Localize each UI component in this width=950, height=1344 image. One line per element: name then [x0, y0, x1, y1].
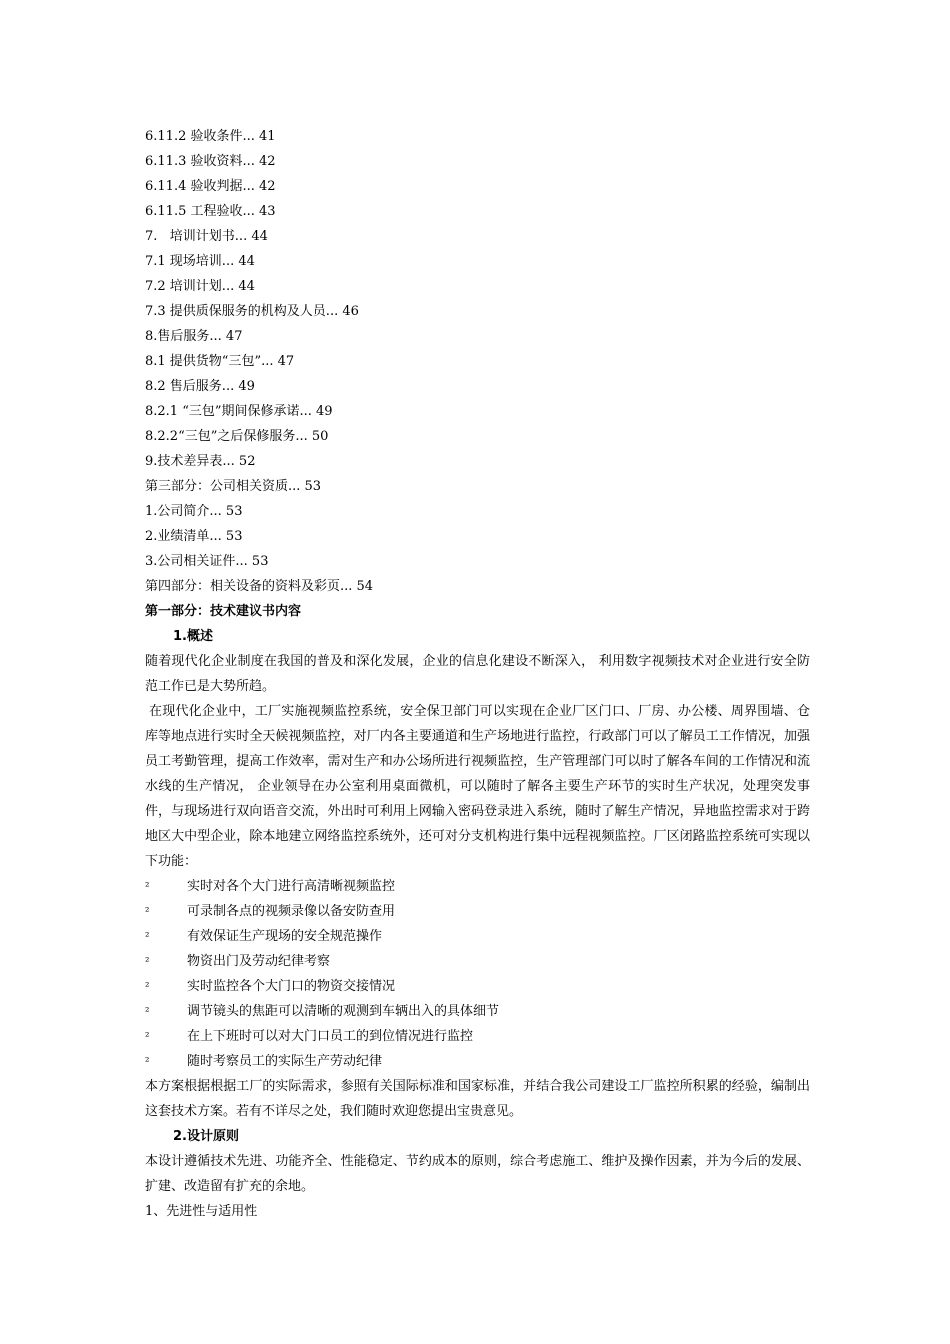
bullet-mark: ² [145, 980, 150, 993]
bullet-mark: ² [145, 880, 150, 893]
toc-entry: 6.11.3 验收资料... 42 [145, 154, 276, 169]
part-title: 第一部分：技术建议书内容 [145, 604, 302, 619]
list-item [145, 1049, 810, 1074]
toc-entry: 9.技术差异表... 52 [145, 454, 256, 469]
toc-entry: 7.2 培训计划... 44 [145, 279, 255, 294]
toc-entry: 第四部分：相关设备的资料及彩页... 54 [145, 579, 374, 594]
list-item [145, 1024, 810, 1049]
bullet-mark: ² [145, 955, 150, 968]
table-of-contents [145, 124, 810, 599]
toc-entry: 8.售后服务... 47 [145, 329, 243, 344]
bullet-mark: ² [145, 930, 150, 943]
bullet-mark: ² [145, 1005, 150, 1018]
list-item-text: 实时对各个大门进行高清晰视频监控 [187, 879, 396, 894]
list-item [145, 899, 810, 924]
list-item [145, 874, 810, 899]
list-item [145, 949, 810, 974]
bullet-mark: ² [145, 1055, 150, 1068]
subsection-heading: 1、先进性与适用性 [145, 1204, 258, 1219]
toc-entry: 7.3 提供质保服务的机构及人员... 46 [145, 304, 359, 319]
toc-entry: 3.公司相关证件... 53 [145, 554, 269, 569]
section-heading: 1.概述 [173, 629, 213, 644]
list-item [145, 999, 810, 1024]
list-item-text: 随时考察员工的实际生产劳动纪律 [187, 1054, 383, 1069]
paragraph: 在现代化企业中，工厂实施视频监控系统，安全保卫部门可以实现在企业厂区门口、厂房、办公楼、周界围墙、仓库等地点进行实时全天候视频监控，对厂内各主要通道和生产场地进行监控，行政部门可以了解员工工作情况，加强员工考勤管理，提高工作效率，需对生产和办公场所进行视频监控，生产管理部门可以时了解各车间的工作情况和流水线的生产情况， 企业领导在办公室利用桌面微机，可以随时了解各主要生产环节的实时生产状况，处理突发事件，与现场进行双向语音交流，外出时可利用上网输入密码登录进入系统，随时了解生产情况，异地监控需求对于跨地区大中型企业，除本地建立网络监控系统外，还可对分支机构进行集中远程视频监控。厂区闭路监控系统可实现以下功能： [145, 704, 810, 869]
toc-entry: 6.11.2 验收条件... 41 [145, 129, 276, 144]
list-item-text: 实时监控各个大门口的物资交接情况 [187, 979, 396, 994]
toc-entry: 6.11.5 工程验收... 43 [145, 204, 276, 219]
toc-entry: 8.2.2“三包”之后保修服务... 50 [145, 429, 329, 444]
toc-entry: 8.2.1 “三包”期间保修承诺... 49 [145, 404, 333, 419]
toc-entry: 7.1 现场培训... 44 [145, 254, 255, 269]
list-item [145, 924, 810, 949]
toc-entry: 8.2 售后服务... 49 [145, 379, 255, 394]
toc-entry: 7. 培训计划书... 44 [145, 229, 268, 244]
toc-entry: 8.1 提供货物“三包”... 47 [145, 354, 295, 369]
section-heading: 2.设计原则 [173, 1129, 239, 1144]
list-item-text: 在上下班时可以对大门口员工的到位情况进行监控 [187, 1029, 474, 1044]
paragraph: 本设计遵循技术先进、功能齐全、性能稳定、节约成本的原则，综合考虑施工、维护及操作因素，并为今后的发展、扩建、改造留有扩充的余地。 [145, 1154, 810, 1194]
bullet-mark: ² [145, 905, 150, 918]
list-item-text: 调节镜头的焦距可以清晰的观测到车辆出入的具体细节 [187, 1004, 500, 1019]
toc-entry: 第三部分：公司相关资质... 53 [145, 479, 322, 494]
paragraph: 随着现代化企业制度在我国的普及和深化发展，企业的信息化建设不断深入， 利用数字视频技术对企业进行安全防范工作已是大势所趋。 [145, 654, 810, 694]
toc-entry: 6.11.4 验收判据... 42 [145, 179, 276, 194]
feature-list [145, 874, 810, 1074]
list-item-text: 物资出门及劳动纪律考察 [187, 954, 331, 969]
list-item [145, 974, 810, 999]
toc-entry: 1.公司简介... 53 [145, 504, 243, 519]
list-item-text: 可录制各点的视频录像以备安防查用 [187, 904, 396, 919]
paragraph: 本方案根据根据工厂的实际需求，参照有关国际标准和国家标准，并结合我公司建设工厂监控所积累的经验，编制出这套技术方案。若有不详尽之处，我们随时欢迎您提出宝贵意见。 [145, 1079, 810, 1119]
document-content [145, 124, 810, 1224]
bullet-mark: ² [145, 1030, 150, 1043]
toc-entry: 2.业绩清单... 53 [145, 529, 243, 544]
list-item-text: 有效保证生产现场的安全规范操作 [187, 929, 383, 944]
